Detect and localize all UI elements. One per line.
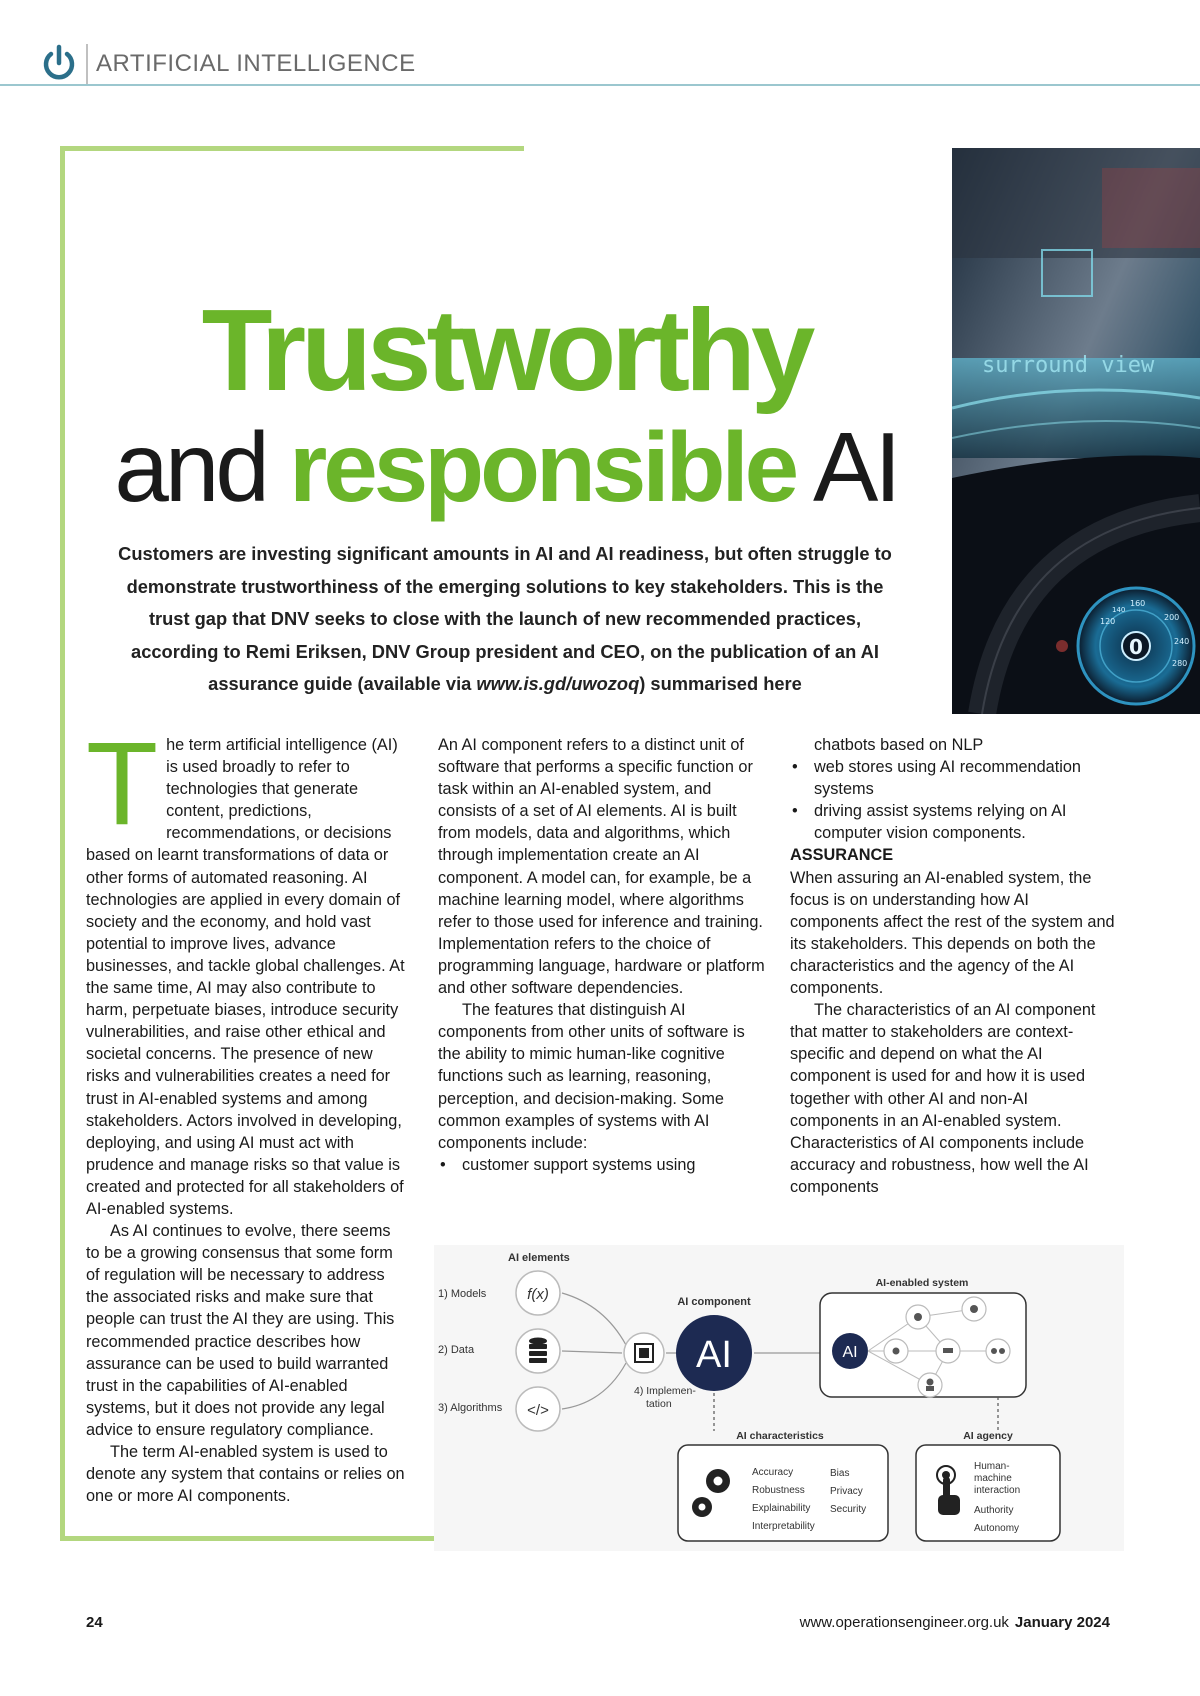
ai-component-label: AI xyxy=(696,1334,732,1376)
footer-info xyxy=(800,1614,1110,1631)
page-header xyxy=(0,0,1200,88)
standfirst xyxy=(110,538,900,701)
char-item: Bias xyxy=(830,1468,850,1479)
speed-tick: 120 xyxy=(1100,617,1116,626)
col1-paragraph-2: As AI continues to evolve, there seems to be a growing consensus that some form of regulation will be necessary to address the associated risks and make sure that people can trust the AI they are using. This recommended practice describes how assurance can be used to build warranted trust in the capabilities of AI-enabled systems, but it does not provide any legal advice to ensure regulatory compliance. xyxy=(86,1222,395,1439)
agency-item: Human- xyxy=(974,1461,1010,1472)
examples-list-continued xyxy=(790,756,1120,844)
agency-item: Authority xyxy=(974,1505,1014,1516)
implementation-label: 4) Implemen- xyxy=(634,1385,696,1397)
standfirst-text: Customers are investing significant amounts in AI and AI readiness, but often struggle to demonstrate trustworthiness of the emerging solutions to key stakeholders. This is the trust gap that DNV seeks to close with the launch of new recommended practices, according to Remi Eriksen, DNV Group president and CEO, on the publication of an AI assurance guide (available via xyxy=(118,543,892,694)
diagram-char-title: AI characteristics xyxy=(736,1430,824,1442)
body-column-3 xyxy=(790,734,1120,1198)
diagram-models-label: 1) Models xyxy=(438,1288,487,1300)
diagram-agency-title: AI agency xyxy=(963,1430,1013,1442)
col3-paragraph-1: When assuring an AI-enabled system, the focus is on understanding how AI components affect the rest of the system and its stakeholders. This depends on both the characteristics and the agency of the AI components. xyxy=(790,868,1115,998)
hud-text: surround view xyxy=(982,353,1155,378)
char-item: Explainability xyxy=(752,1503,811,1514)
speed-tick: 280 xyxy=(1172,659,1188,668)
dashboard-photo xyxy=(952,148,1200,714)
diagram-component-title: AI component xyxy=(677,1296,751,1308)
headline-line1: Trustworthy xyxy=(201,285,811,415)
speed-tick: 140 xyxy=(1112,606,1126,614)
drop-cap: T xyxy=(86,718,159,850)
section-title: ARTIFICIAL INTELLIGENCE xyxy=(96,50,416,77)
people-node-icon xyxy=(986,1339,1010,1363)
footer-url[interactable]: www.operationsengineer.org.uk xyxy=(799,1614,1009,1631)
frame-top-rule xyxy=(60,146,524,151)
diagram-system-title: AI-enabled system xyxy=(875,1277,969,1289)
subheading-assurance: ASSURANCE xyxy=(790,846,894,865)
list-item: • customer support systems using xyxy=(438,1154,766,1176)
headline-and: and xyxy=(114,412,290,522)
header-rule xyxy=(0,84,1200,86)
header-divider xyxy=(86,44,88,84)
ai-small-label: AI xyxy=(842,1344,858,1361)
ai-assurance-diagram xyxy=(434,1245,1124,1551)
footer-date: January 2024 xyxy=(1014,1614,1110,1631)
power-icon xyxy=(42,44,76,82)
char-item: Interpretability xyxy=(752,1521,815,1532)
standfirst-tail: ) summarised here xyxy=(639,673,802,694)
agency-item: interaction xyxy=(974,1485,1021,1496)
col1-paragraph-1: he term artificial intelligence (AI) is used broadly to refer to technologies that generate content, predictions, recommendations, or decisions based on learnt transformations of data or other forms of automated reasoning. AI technologies are applied in every domain of society and the economy, and hold vast potential to improve lives, advance businesses, and tackle global challenges. At the same time, AI may also contribute to harm, perpetuate biases, introduce security vulnerabilities, and raise other ethical and societal concerns. The presence of new risks and vulnerabilities creates a need for trust in AI-enabled systems and among stakeholders. Actors involved in developing, deploying, and using AI must act with prudence and manage risks so that value is created and protected for all stakeholders of AI-enabled systems. xyxy=(86,736,405,1218)
diagram-algorithms-label: 3) Algorithms xyxy=(438,1402,503,1414)
col2-paragraph-2: The features that distinguish AI components from other units of software is the ability to mimic human-like cognitive functions such as learning, reasoning, perception, and decision-making. Some common examples of systems with AI components include: xyxy=(438,1001,745,1152)
speed-tick: 240 xyxy=(1174,637,1190,646)
fx-icon-text: f(x) xyxy=(527,1286,549,1303)
standfirst-link[interactable]: www.is.gd/uwozoq xyxy=(476,673,640,694)
col3-paragraph-2: The characteristics of an AI component that matter to stakeholders are context-specific and depend on what the AI component is used for and how it is used together with other AI and non-AI components in an AI-enabled system. Characteristics of AI components include accuracy and robustness, how well the AI components xyxy=(790,1001,1096,1196)
implementation-label-2: tation xyxy=(646,1398,672,1410)
examples-list xyxy=(438,1154,766,1176)
diagram-elements-title: AI elements xyxy=(508,1252,570,1264)
agency-item: machine xyxy=(974,1473,1012,1484)
col1-paragraph-3: The term AI-enabled system is used to denote any system that contains or relies on one or more AI components. xyxy=(86,1443,405,1506)
list-item: • driving assist systems relying on AI computer vision components. xyxy=(790,800,1120,844)
headline-responsible: responsible xyxy=(289,412,796,522)
page-number: 24 xyxy=(86,1614,103,1631)
code-icon-text: </> xyxy=(527,1402,549,1419)
char-item: Accuracy xyxy=(752,1467,794,1478)
list-item-continued: chatbots based on NLP xyxy=(814,736,984,754)
char-item: Privacy xyxy=(830,1486,863,1497)
speed-tick: 160 xyxy=(1130,599,1146,608)
agency-item: Autonomy xyxy=(974,1523,1020,1534)
col2-paragraph-1: An AI component refers to a distinct unit of software that performs a specific function or task within an AI-enabled system, and consists of a set of AI elements. AI is built from models, data and algorithms, which through implementation create an AI component. A model can, for example, be a machine learning model, where algorithms refer to those used for inference and training. Implementation refers to the choice of programming language, hardware or platform and other software dependencies. xyxy=(438,736,765,998)
char-item: Security xyxy=(830,1504,867,1515)
char-item: Robustness xyxy=(752,1485,805,1496)
body-column-1 xyxy=(86,718,408,1507)
headline-ai: AI xyxy=(795,412,898,522)
speed-value: 0 xyxy=(1129,635,1143,659)
list-item: • web stores using AI recommendation systems xyxy=(790,756,1120,800)
headline-line2 xyxy=(60,412,952,522)
diagram-data-label: 2) Data xyxy=(438,1344,475,1356)
body-column-2 xyxy=(438,734,766,1176)
speed-tick: 200 xyxy=(1164,613,1180,622)
